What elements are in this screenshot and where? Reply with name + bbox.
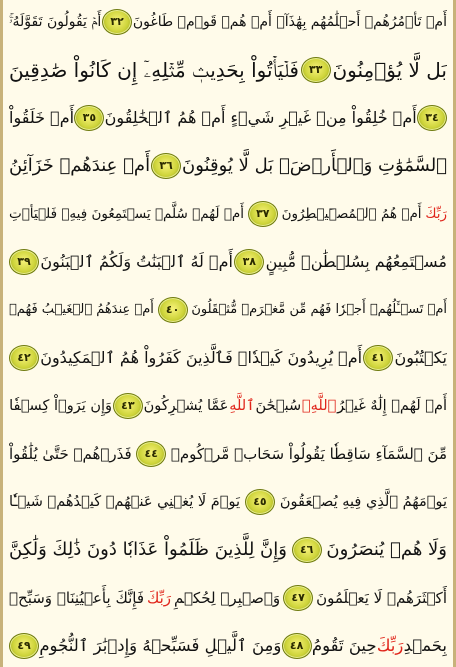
verse-text: أَمۡ عِندَهُمۡ خَزَآئِنُ [9,155,151,176]
verse-text: يَوۡمَهُمُ ٱلَّذِي فِيهِ يُصۡعَقُونَ [279,493,447,510]
verse-text: أَمۡ لَهُمۡ إِلَٰهٌ غَيۡرُ [337,397,447,414]
verse-text: وَلَا هُمۡ يُنصَرُونَ [326,539,447,560]
verse-text: مُسۡتَمِعُهُم بِسُلۡطَٰنٖ مُّبِينٍ [265,252,447,271]
verse-line [9,338,447,377]
verse-line [9,530,447,569]
verse-text: أَمۡ يَقُولُونَ تَقَوَّلَهُۥۚ [9,13,102,30]
ayah-number-marker: ٤١ [363,345,393,371]
divine-name-text: ٱللَّهِ [229,397,255,414]
verse-line [9,146,447,185]
divine-name-text: رَبِّكَ [376,636,404,655]
divine-name-text: رَبِّكَ [146,588,172,607]
verse-line [9,434,447,473]
verse-text: أَمۡ تَسۡـَٔلُهُمۡ أَجۡرٗا فَهُم مِّن مَّغۡرَمٖ مُّثۡقَلُونَ [191,302,447,317]
ayah-number-marker: ٣٧ [248,201,278,227]
ayah-number-marker: ٣٩ [9,249,39,275]
verse-text: أَكۡثَرَهُمۡ لَا يَعۡلَمُونَ [316,588,447,607]
verse-line [9,242,447,281]
ayah-number-marker: ٣٤ [417,105,447,131]
verse-line [9,50,447,89]
verse-line [9,626,447,665]
ayah-number-marker: ٤٠ [158,297,188,323]
verse-text: عَمَّا يُشۡرِكُونَ [143,397,229,414]
verse-text: مِّنَ ٱلسَّمَآءِ سَاقِطٗا يَقُولُواْ سَحَابٞ مَّرۡكُومٞ [170,444,447,463]
ayah-number-marker: ٣٣ [301,57,331,83]
ayah-number-marker: ٤٢ [9,345,39,371]
verse-text: يَكۡتُبُونَ [394,348,447,367]
ayah-number-marker: ٣٦ [151,153,181,179]
verse-lines [9,2,447,665]
verse-line [9,290,447,329]
divine-name-text: ٱللَّهِۚ [301,397,337,414]
verse-text: فَإِنَّكَ بِأَعۡيُنِنَاۖ وَسَبِّحۡ [9,588,144,607]
verse-text: أَمۡ لَهُمۡ سُلَّمٞ يَسۡتَمِعُونَ فِيهِۖ فَلۡيَأۡتِ [9,205,245,222]
verse-line [9,482,447,521]
verse-text: يَوۡمَ لَا يُغۡنِي عَنۡهُمۡ كَيۡدُهُمۡ شَيۡـٔٗا [9,493,240,510]
verse-text: وَمِنَ ٱلَّيۡلِ فَسَبِّحۡهُ وَإِدۡبَٰرَ ٱلنُّجُومِ [39,636,282,655]
verse-text: أَمۡ عِندَهُمُ ٱلۡغَيۡبُ فَهُمۡ [9,302,154,317]
ayah-number-marker: ٤٥ [245,489,275,515]
ayah-number-marker: ٤٧ [283,585,313,611]
ayah-number-marker: ٣٥ [74,105,104,131]
verse-line [9,194,447,233]
verse-text: فَذَرۡهُمۡ حَتَّىٰ يُلَٰقُواْ [9,444,132,463]
verse-text: أَمۡ خَلَقُواْ [9,108,75,127]
verse-text: أَمۡ تَأۡمُرُهُمۡ أَحۡلَٰمُهُم بِهَٰذَآۚ أَمۡ هُمۡ قَوۡمٞ طَاغُونَ [132,13,447,30]
ayah-number-marker: ٤٣ [113,393,143,419]
verse-line [9,2,447,41]
ayah-number-marker: ٤٤ [136,441,166,467]
verse-text: وَإِن يَرَوۡاْ كِسۡفٗا [9,397,113,414]
verse-line [9,386,447,425]
divine-name-text: رَبِّكَ [425,205,447,222]
ayah-number-marker: ٣٢ [102,9,132,35]
ayah-number-marker: ٤٨ [282,633,312,659]
verse-text: وَٱصۡبِرۡ لِحُكۡمِ [174,588,281,607]
ayah-number-marker: ٤٩ [9,633,39,659]
verse-text: أَمۡ خُلِقُواْ مِنۡ غَيۡرِ شَيۡءٍ أَمۡ هُمُ ٱلۡخَٰلِقُونَ [104,108,417,127]
verse-text: أَمۡ هُمُ ٱلۡمُصَۜيۡطِرُونَ [281,205,422,222]
verse-text: بِحَمۡدِ [403,636,447,655]
verse-text: ٱلسَّمَٰوَٰتِ وَٱلۡأَرۡضَۚ بَل لَّا يُوقِنُونَ [182,155,447,176]
verse-text: حِينَ تَقُومُ [311,636,377,655]
ayah-number-marker: ٤٦ [292,537,322,563]
verse-text: سُبۡحَٰنَ [255,397,302,414]
verse-text: وَإِنَّ لِلَّذِينَ ظَلَمُواْ عَذَابٗا دُونَ ذَٰلِكَ وَلَٰكِنَّ [9,539,287,560]
verse-text: فَلۡيَأۡتُواْ بِحَدِيثٖ مِّثۡلِهِۦٓ إِن كَانُواْ صَٰدِقِينَ [9,57,299,82]
ayah-number-marker: ٣٨ [234,249,264,275]
verse-text: بَل لَّا يُؤۡمِنُونَ [332,57,447,82]
verse-text: أَمۡ لَهُ ٱلۡبَنَٰتُ وَلَكُمُ ٱلۡبَنُونَ [40,252,233,271]
verse-text: أَمۡ يُرِيدُونَ كَيۡدٗاۖ فَٱلَّذِينَ كَفَرُواْ هُمُ ٱلۡمَكِيدُونَ [40,348,363,367]
verse-line [9,578,447,617]
verse-line [9,98,447,137]
